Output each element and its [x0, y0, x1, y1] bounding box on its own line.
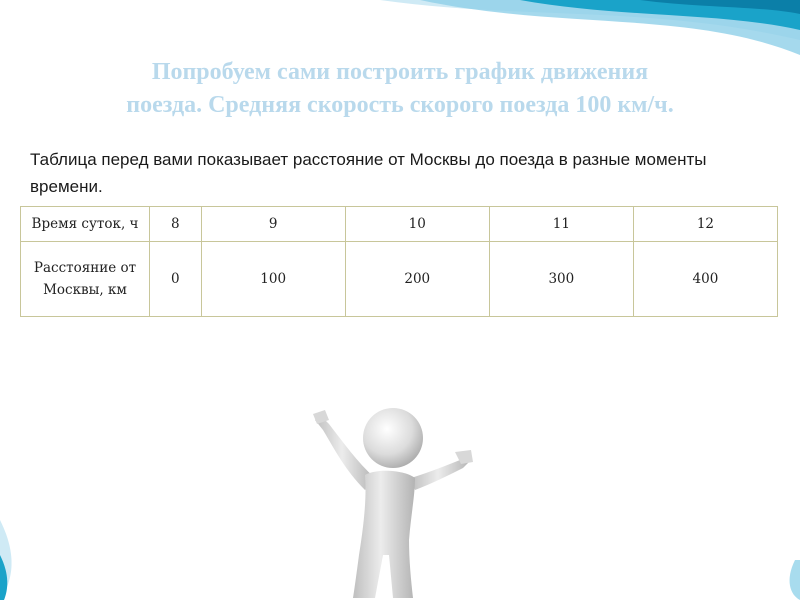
cell-distance-4: 300 — [489, 242, 633, 317]
cell-distance-1: 0 — [150, 242, 202, 317]
time-distance-table — [20, 206, 778, 317]
slide-title — [20, 56, 780, 122]
cell-distance-3: 200 — [345, 242, 489, 317]
table-row-time — [21, 207, 778, 242]
cell-distance-2: 100 — [201, 242, 345, 317]
slide-title-line-1: Попробуем сами построить график движения — [151, 59, 649, 85]
cell-time-5: 12 — [633, 207, 777, 242]
row-header-distance: Расстояние от Москвы, км — [21, 242, 150, 317]
cell-time-3: 10 — [345, 207, 489, 242]
slide-title-line-2: поезда. Средняя скорость скорого поезда 100 км/ч. — [126, 92, 674, 118]
table-description: Таблица перед вами показывает расстояние от Москвы до поезда в разные моменты времени. — [30, 150, 707, 196]
cell-time-4: 11 — [489, 207, 633, 242]
cell-time-1: 8 — [150, 207, 202, 242]
person-raising-arms-icon — [305, 380, 485, 600]
table-row-distance — [21, 242, 778, 317]
cell-time-2: 9 — [201, 207, 345, 242]
cell-distance-5: 400 — [633, 242, 777, 317]
row-header-time: Время суток, ч — [21, 207, 150, 242]
